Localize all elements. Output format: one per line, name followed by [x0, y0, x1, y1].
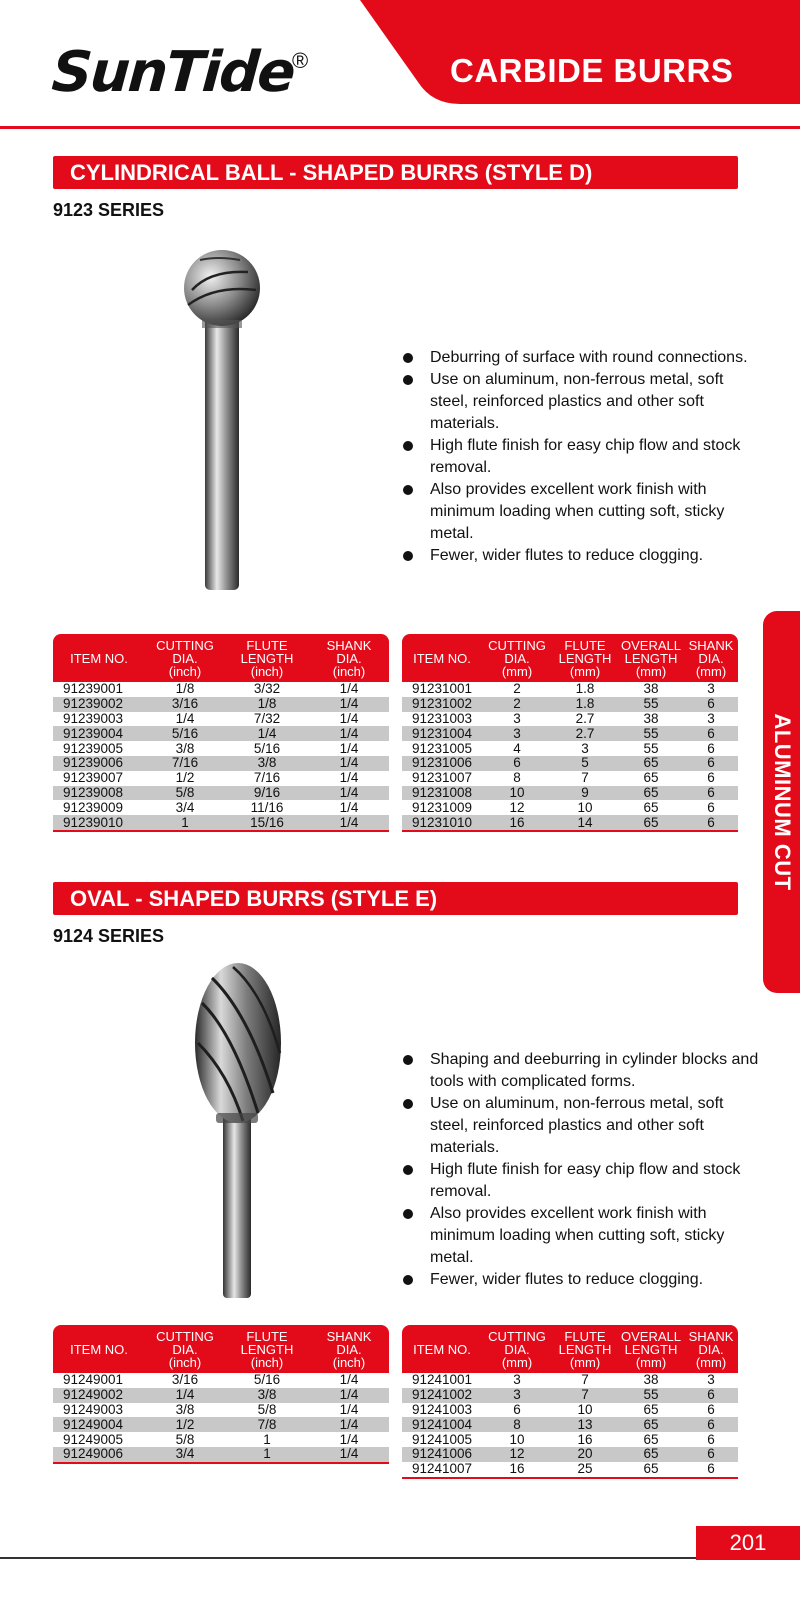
column-header-line: OVERALL [621, 637, 681, 653]
spec-cell: 6 [684, 1462, 738, 1478]
spec-cell: 2.7 [552, 726, 618, 741]
spec-cell: 3/8 [175, 1401, 195, 1417]
suntide-logo: SunTide [49, 40, 296, 105]
item-number-cell: 91239005 [63, 740, 124, 756]
spec-cell: 1/8 [225, 697, 309, 712]
spec-cell: 2 [482, 697, 552, 712]
item-number-cell: 91231004 [402, 726, 482, 741]
feature-item: Deburring of surface with round connections. [402, 347, 762, 369]
spec-cell: 7/8 [225, 1417, 309, 1432]
header-divider [0, 126, 800, 129]
item-number-cell: 91239008 [53, 786, 145, 801]
spec-cell: 38 [643, 710, 659, 726]
spec-cell: 9 [552, 786, 618, 801]
spec-cell: 6 [684, 726, 738, 741]
column-header-line: (mm) [501, 663, 533, 679]
spec-cell: 14 [552, 815, 618, 831]
spec-cell: 65 [643, 799, 659, 815]
spec-cell: 16 [577, 1431, 593, 1447]
spec-cell: 1 [263, 1431, 271, 1447]
spec-cell: 12 [509, 799, 525, 815]
table-row [53, 1432, 389, 1447]
spec-cell: 1/4 [339, 1431, 359, 1447]
spec-cell: 6 [707, 1431, 715, 1447]
table-row [402, 697, 738, 712]
spec-cell: 3/16 [145, 697, 225, 712]
spec-cell: 3/8 [175, 740, 195, 756]
item-number-cell: 91231010 [402, 815, 482, 831]
spec-cell: 2.7 [575, 710, 595, 726]
spec-cell: 7 [581, 770, 589, 786]
table-row [53, 712, 389, 727]
item-number-cell: 91231005 [412, 740, 473, 756]
column-header-line: (inch) [250, 1354, 284, 1370]
spec-cell: 16 [482, 815, 552, 831]
column-header [482, 1325, 552, 1373]
table-row [53, 741, 389, 756]
column-header-line: (inch) [250, 663, 284, 679]
table-row [402, 815, 738, 831]
spec-cell: 5/8 [175, 1431, 195, 1447]
table-row [53, 815, 389, 831]
spec-cell: 1/4 [309, 726, 389, 741]
column-header-line: LENGTH [240, 650, 294, 666]
spec-cell: 6 [482, 756, 552, 771]
item-number-cell: 91241006 [402, 1447, 482, 1462]
item-number-cell: 91239007 [63, 770, 124, 786]
spec-cell: 13 [552, 1417, 618, 1432]
section-1-title: CYLINDRICAL BALL - SHAPED BURRS (STYLE D) [53, 156, 738, 189]
column-header [402, 634, 482, 682]
side-tab-label: ALUMINUM CUT [769, 713, 795, 891]
column-header-line: LENGTH [624, 650, 678, 666]
column-header [225, 1325, 309, 1373]
table-row [402, 1388, 738, 1403]
item-number-cell: 91231001 [412, 681, 473, 697]
spec-cell: 3 [513, 710, 521, 726]
spec-cell: 1 [145, 815, 225, 831]
spec-cell: 55 [618, 726, 684, 741]
spec-cell: 8 [513, 770, 521, 786]
spec-cell: 7/16 [145, 756, 225, 771]
feature-item: Also provides excellent work finish with minimum loading when cutting soft, sticky metal. [402, 479, 762, 545]
section-1-series: 9123 SERIES [53, 200, 165, 220]
table-row [53, 1447, 389, 1463]
spec-cell: 2 [513, 681, 521, 697]
spec-cell: 6 [684, 697, 738, 712]
item-number-cell: 91241004 [402, 1417, 482, 1432]
spec-cell: 25 [552, 1462, 618, 1478]
section-2-series: 9124 SERIES [53, 926, 165, 946]
item-number-cell: 91241007 [402, 1462, 482, 1478]
column-header [482, 634, 552, 682]
spec-cell: 3 [581, 740, 589, 756]
spec-cell: 1/4 [339, 1401, 359, 1417]
spec-cell: 38 [643, 1372, 659, 1388]
column-header-line: (mm) [695, 663, 727, 679]
oval-burr-image [188, 963, 288, 1301]
table-row [53, 1403, 389, 1418]
spec-cell: 5 [552, 756, 618, 771]
spec-cell: 8 [482, 1417, 552, 1432]
table-row [402, 756, 738, 771]
column-header-line: (inch) [332, 1354, 366, 1370]
section-2-mm-table [402, 1325, 738, 1479]
column-header-line: (inch) [168, 1354, 202, 1370]
table-row [402, 712, 738, 727]
spec-cell: 1/4 [309, 1388, 389, 1403]
column-header-line: SHANK [688, 1328, 734, 1344]
table-row [53, 682, 389, 697]
spec-cell: 3/16 [171, 1372, 199, 1388]
column-header-line: SHANK [326, 637, 372, 653]
spec-cell: 5/16 [253, 1372, 281, 1388]
spec-cell: 65 [618, 815, 684, 831]
spec-cell: 7/32 [253, 710, 281, 726]
column-header [618, 1325, 684, 1373]
column-header-line: DIA. [504, 650, 530, 666]
column-header-line: DIA. [698, 650, 724, 666]
item-number-cell: 91239009 [63, 799, 124, 815]
column-header-line: SHANK [326, 1328, 372, 1344]
spec-cell: 10 [482, 786, 552, 801]
column-header-line: CUTTING [488, 1328, 546, 1344]
spec-cell: 9/16 [225, 786, 309, 801]
spec-cell: 3 [707, 710, 715, 726]
spec-cell: 65 [618, 1417, 684, 1432]
column-header-line: LENGTH [624, 1341, 678, 1357]
table-row [402, 726, 738, 741]
feature-item: Shaping and deeburring in cylinder blocks and tools with complicated forms. [402, 1049, 762, 1093]
column-header-line: (mm) [635, 663, 667, 679]
column-header-line: DIA. [336, 1341, 362, 1357]
feature-item: Use on aluminum, non-ferrous metal, soft steel, reinforced plastics and other soft materials. [402, 1093, 762, 1159]
feature-item: High flute finish for easy chip flow and stock removal. [402, 435, 762, 479]
header-title: CARBIDE BURRS [450, 52, 734, 89]
spec-cell: 65 [643, 1431, 659, 1447]
spec-cell: 1/4 [309, 1447, 389, 1463]
spec-cell: 1/4 [339, 799, 359, 815]
spec-cell: 3 [482, 726, 552, 741]
table-row [402, 771, 738, 786]
table-row [402, 1373, 738, 1388]
spec-cell: 3 [707, 1372, 715, 1388]
column-header-line: CUTTING [488, 637, 546, 653]
spec-cell: 1/4 [145, 1388, 225, 1403]
spec-cell: 1/8 [175, 681, 195, 697]
table-row [402, 1462, 738, 1478]
column-header [552, 1325, 618, 1373]
column-header-line: ITEM NO. [413, 1341, 471, 1357]
spec-cell: 10 [577, 799, 593, 815]
table-row [53, 800, 389, 815]
column-header-line: FLUTE [564, 1328, 606, 1344]
spec-cell: 1/4 [309, 815, 389, 831]
item-number-cell: 91231002 [402, 697, 482, 712]
ball-burr-image [170, 250, 280, 595]
column-header-line: (inch) [332, 663, 366, 679]
table-row [53, 1417, 389, 1432]
spec-cell: 1/4 [175, 710, 195, 726]
column-header [145, 634, 225, 682]
table-row [402, 786, 738, 801]
spec-cell: 6 [684, 1447, 738, 1462]
spec-cell: 3/8 [225, 756, 309, 771]
item-number-cell: 91231003 [412, 710, 473, 726]
column-header [684, 634, 738, 682]
spec-cell: 5/8 [145, 786, 225, 801]
spec-cell: 3/8 [225, 1388, 309, 1403]
column-header [53, 634, 145, 682]
spec-cell: 3 [707, 681, 715, 697]
column-header [684, 1325, 738, 1373]
spec-cell: 3/32 [253, 681, 281, 697]
table-row [53, 697, 389, 712]
spec-cell: 1/2 [175, 770, 195, 786]
spec-cell: 6 [707, 799, 715, 815]
column-header [618, 634, 684, 682]
column-header-line: DIA. [172, 1341, 198, 1357]
spec-cell: 5/8 [257, 1401, 277, 1417]
spec-cell: 1/4 [339, 710, 359, 726]
spec-cell: 65 [643, 1401, 659, 1417]
footer-divider [0, 1557, 800, 1559]
feature-item: High flute finish for easy chip flow and stock removal. [402, 1159, 762, 1203]
table-row [53, 1373, 389, 1388]
table-row [53, 726, 389, 741]
registered-mark: ® [292, 48, 309, 73]
table-row [53, 786, 389, 801]
spec-cell: 65 [643, 770, 659, 786]
spec-cell: 65 [618, 1462, 684, 1478]
spec-cell: 6 [707, 770, 715, 786]
item-number-cell: 91239002 [53, 697, 145, 712]
table-row [402, 741, 738, 756]
table-row [402, 800, 738, 815]
column-header-line: DIA. [336, 650, 362, 666]
feature-item: Fewer, wider flutes to reduce clogging. [402, 545, 762, 567]
column-header-line: OVERALL [621, 1328, 681, 1344]
spec-cell: 1/4 [225, 726, 309, 741]
spec-cell: 6 [513, 1401, 521, 1417]
feature-item: Fewer, wider flutes to reduce clogging. [402, 1269, 762, 1291]
section-2-inch-table [53, 1325, 389, 1464]
section-2-title: OVAL - SHAPED BURRS (STYLE E) [53, 882, 738, 915]
item-number-cell: 91239001 [63, 681, 124, 697]
column-header [402, 1325, 482, 1373]
spec-cell: 1/4 [339, 681, 359, 697]
section-1-mm-table [402, 634, 738, 832]
column-header [53, 1325, 145, 1373]
column-header-line: DIA. [172, 650, 198, 666]
spec-cell: 55 [618, 1388, 684, 1403]
column-header-line: FLUTE [246, 1328, 288, 1344]
spec-cell: 7/16 [253, 770, 281, 786]
spec-cell: 1/4 [309, 786, 389, 801]
spec-cell: 12 [482, 1447, 552, 1462]
spec-cell: 1/4 [339, 740, 359, 756]
column-header-line: FLUTE [564, 637, 606, 653]
feature-item: Also provides excellent work finish with minimum loading when cutting soft, sticky metal. [402, 1203, 762, 1269]
item-number-cell: 91239004 [53, 726, 145, 741]
side-tab [763, 611, 800, 993]
spec-cell: 1/4 [309, 756, 389, 771]
spec-cell: 3 [482, 1388, 552, 1403]
page-number: 201 [696, 1526, 800, 1560]
spec-cell: 6 [684, 815, 738, 831]
table-row [53, 1388, 389, 1403]
spec-cell: 3 [513, 1372, 521, 1388]
feature-item: Use on aluminum, non-ferrous metal, soft steel, reinforced plastics and other soft materials. [402, 369, 762, 435]
column-header-line: CUTTING [156, 1328, 214, 1344]
spec-cell: 15/16 [225, 815, 309, 831]
spec-cell: 6 [707, 1401, 715, 1417]
table-row [402, 1417, 738, 1432]
item-number-cell: 91249004 [53, 1417, 145, 1432]
item-number-cell: 91249001 [63, 1372, 124, 1388]
table-row [402, 1403, 738, 1418]
column-header-line: (mm) [695, 1354, 727, 1370]
spec-cell: 1/4 [309, 1417, 389, 1432]
spec-cell: 7 [552, 1388, 618, 1403]
column-header [145, 1325, 225, 1373]
column-header-line: LENGTH [240, 1341, 294, 1357]
section-1-inch-table [53, 634, 389, 832]
spec-cell: 7 [581, 1372, 589, 1388]
column-header-line: DIA. [698, 1341, 724, 1357]
spec-cell: 6 [684, 1388, 738, 1403]
table-row [53, 756, 389, 771]
item-number-cell: 91241005 [412, 1431, 473, 1447]
table-row [402, 682, 738, 697]
item-number-cell: 91249006 [53, 1447, 145, 1463]
spec-cell: 1/4 [339, 770, 359, 786]
column-header [225, 634, 309, 682]
item-number-cell: 91239010 [53, 815, 145, 831]
column-header-line: FLUTE [246, 637, 288, 653]
item-number-cell: 91231007 [412, 770, 473, 786]
spec-cell: 65 [618, 786, 684, 801]
item-number-cell: 91231009 [412, 799, 473, 815]
section-1-features [402, 347, 762, 567]
spec-cell: 1 [225, 1447, 309, 1463]
spec-cell: 38 [643, 681, 659, 697]
column-header-line: (mm) [635, 1354, 667, 1370]
item-number-cell: 91231006 [402, 756, 482, 771]
item-number-cell: 91249002 [53, 1388, 145, 1403]
column-header-line: DIA. [504, 1341, 530, 1357]
table-row [402, 1447, 738, 1462]
spec-cell: 1.8 [575, 681, 595, 697]
column-header-line: (mm) [501, 1354, 533, 1370]
item-number-cell: 91249003 [63, 1401, 124, 1417]
spec-cell: 20 [552, 1447, 618, 1462]
spec-cell: 16 [482, 1462, 552, 1478]
spec-cell: 5/16 [253, 740, 281, 756]
column-header-line: LENGTH [558, 650, 612, 666]
spec-cell: 1/4 [309, 697, 389, 712]
item-number-cell: 91241002 [402, 1388, 482, 1403]
spec-cell: 10 [577, 1401, 593, 1417]
column-header-line: LENGTH [558, 1341, 612, 1357]
spec-cell: 11/16 [250, 799, 284, 815]
spec-cell: 1.8 [552, 697, 618, 712]
spec-cell: 4 [513, 740, 521, 756]
column-header-line: (mm) [569, 1354, 601, 1370]
spec-cell: 6 [684, 1417, 738, 1432]
spec-cell: 6 [684, 786, 738, 801]
column-header-line: CUTTING [156, 637, 214, 653]
section-2-features [402, 1049, 762, 1291]
column-header-line: ITEM NO. [70, 650, 128, 666]
table-row [402, 1432, 738, 1447]
column-header-line: SHANK [688, 637, 734, 653]
column-header-line: ITEM NO. [70, 1341, 128, 1357]
column-header-line: ITEM NO. [413, 650, 471, 666]
spec-cell: 3/4 [145, 1447, 225, 1463]
column-header [552, 634, 618, 682]
item-number-cell: 91249005 [63, 1431, 124, 1447]
table-row [53, 771, 389, 786]
spec-cell: 65 [618, 756, 684, 771]
column-header-line: (mm) [569, 663, 601, 679]
column-header-line: (inch) [168, 663, 202, 679]
spec-cell: 6 [684, 756, 738, 771]
spec-cell: 65 [618, 1447, 684, 1462]
spec-cell: 6 [707, 740, 715, 756]
item-number-cell: 91239006 [53, 756, 145, 771]
column-header [309, 634, 389, 682]
spec-cell: 55 [643, 740, 659, 756]
column-header [309, 1325, 389, 1373]
spec-cell: 10 [509, 1431, 525, 1447]
item-number-cell: 91241003 [412, 1401, 473, 1417]
item-number-cell: 91241001 [412, 1372, 473, 1388]
spec-cell: 1/2 [145, 1417, 225, 1432]
item-number-cell: 91239003 [63, 710, 124, 726]
spec-cell: 1/4 [339, 1372, 359, 1388]
spec-cell: 55 [618, 697, 684, 712]
spec-cell: 3/4 [175, 799, 195, 815]
item-number-cell: 91231008 [402, 786, 482, 801]
spec-cell: 5/16 [145, 726, 225, 741]
